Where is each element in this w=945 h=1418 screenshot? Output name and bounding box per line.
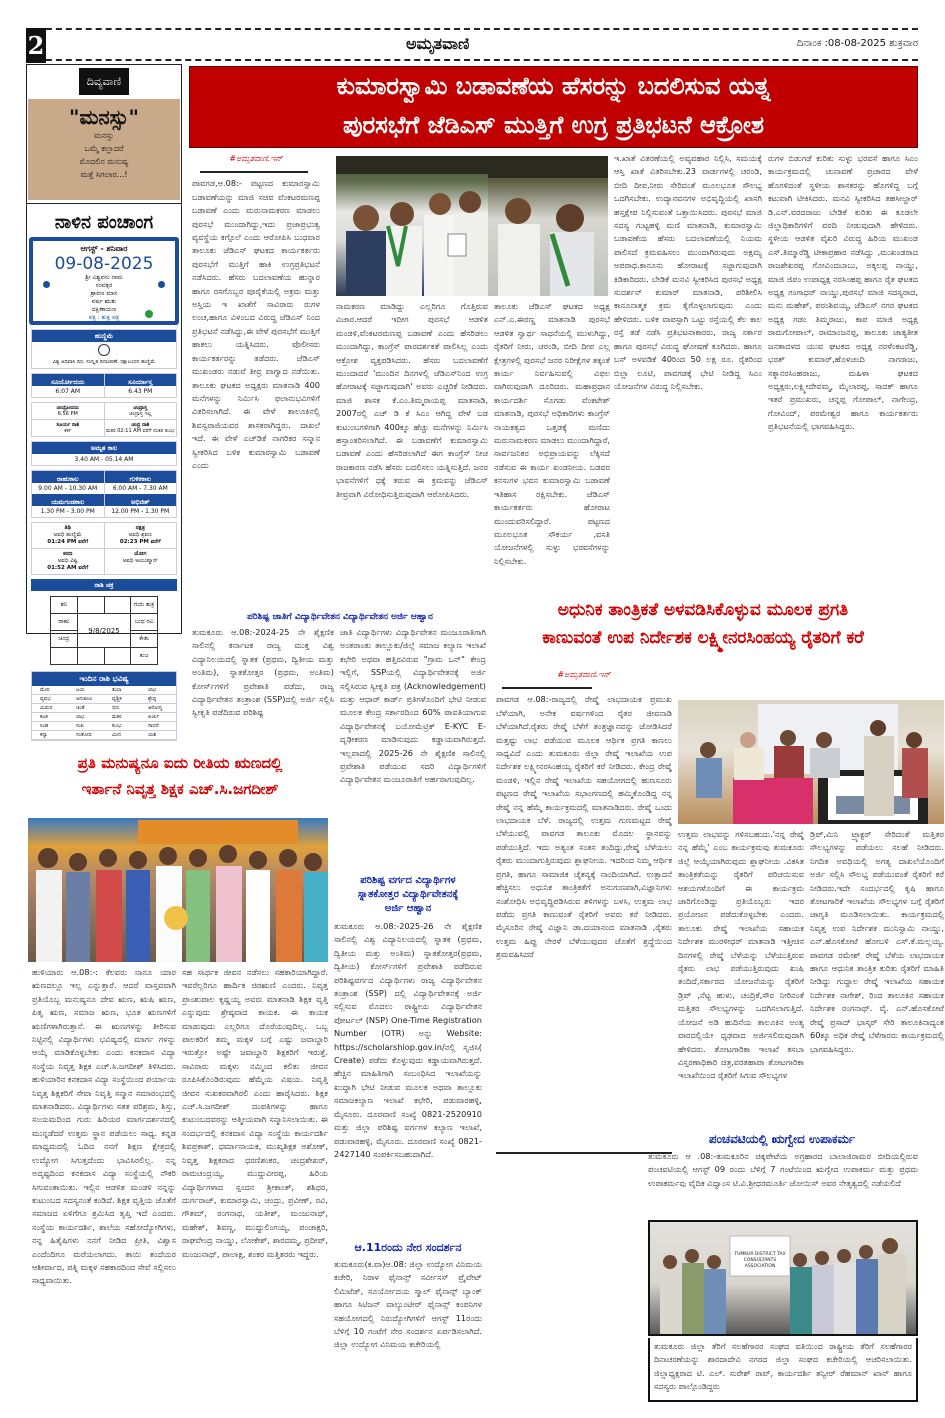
quote-line: ಮತ್ತೆ ಸಿಗಲಾರ...! bbox=[80, 170, 128, 179]
bhavishya-row bbox=[32, 731, 176, 740]
tax-consultants-photo bbox=[648, 1220, 918, 1336]
sunset-time: 6.43 PM bbox=[128, 388, 153, 395]
protest-photo-art bbox=[336, 156, 488, 296]
moon-times bbox=[31, 402, 177, 437]
rashi-cell: ಚಂದ್ರ bbox=[51, 631, 78, 648]
lead-col-3 bbox=[494, 300, 610, 566]
purnima-box bbox=[31, 329, 177, 369]
issue-date: ದಿನಾಂಕ :08-08-2025 ಶುಕ್ರವಾರ bbox=[796, 38, 918, 49]
lead-col-5 bbox=[768, 152, 918, 572]
quote-title: "ಮನಸ್ಸು" bbox=[69, 105, 139, 129]
page-number: 2 bbox=[26, 28, 46, 63]
calendar-line: ವರ್ಷ ಋತು bbox=[91, 298, 117, 305]
karana-label: ಕರಣ bbox=[63, 551, 73, 557]
protest-photo-2 bbox=[488, 156, 608, 296]
sun-times bbox=[31, 373, 177, 398]
karana-time: 01:52 AM ವರೆಗೆ bbox=[47, 565, 89, 571]
rashi-cell: ಕೇತು bbox=[131, 631, 158, 648]
rashi-cell: ಶನಿ bbox=[51, 597, 78, 614]
quote-line: ಒಮ್ಮೆ ಕಲ್ಲಾದರೆ bbox=[84, 144, 124, 153]
amrita-kala bbox=[31, 441, 177, 466]
yoga-value: ಅವಧಿ ಆಯುಷ್ಮಾನ್ bbox=[122, 558, 158, 564]
silk-col-2 bbox=[678, 828, 804, 1133]
rashi-name: ಮೀನ bbox=[112, 732, 122, 738]
rashi-chakra-header: ರಾಶಿ ಚಕ್ರ bbox=[31, 579, 177, 591]
moonrise-time: 6.56 PM bbox=[57, 411, 78, 417]
sun-rashi: ಕರ್ಕ bbox=[64, 428, 72, 434]
sc-scholarship-headline: ಪರಿಶಿಷ್ಟ ಜಾತಿಗೆ ವಿದ್ಯಾರ್ಥಿವೇತನ ವಿದ್ಯಾರ್ಥಿವೇತನ ಅರ್ಜಿ ಆಹ್ವಾನ bbox=[247, 612, 433, 622]
lead-col-4 bbox=[614, 152, 762, 572]
retirement-photo-art bbox=[28, 818, 328, 962]
bhavishya-row bbox=[32, 722, 176, 731]
calendar-line: ಪಕ್ಷ : ಶುಕ್ಲ ಪಕ್ಷ bbox=[88, 314, 120, 321]
jagadish-headline bbox=[32, 750, 328, 802]
rashi-cell: ಕುಜ bbox=[131, 648, 158, 665]
kala-table bbox=[31, 470, 177, 518]
masthead bbox=[26, 28, 918, 61]
tithi-table bbox=[31, 522, 177, 575]
upakarma-body bbox=[648, 1150, 918, 1206]
jagadish-col-1-text: ಹುಳಿಯಾರು ಆ.08:-: ಕೆಲವರು ನಾನೂ ಯಾರ ಋಣದಲ್ಲೂ ಇಲ್ಲ ಎನ್ನುತ್ತಾರೆ. ಆದರೆ ವಾಸ್ತವವಾಗಿ ಪ್ರತಿಯೊಬ್ಬ ಮನುಷ್ಯನೂ ದೇವ ಋಣ, ಋಷಿ ಋಣ, ಪಿತೃ ಋಣ, ಸಮಾಜ ಋಣ, ಭೂತ ಋಣಗಳಿಗೆ ಋಣಿಗಳಾಗಿರುತ್ತಾನೆ. ಈ ಋಣಗಳನ್ನು ತೀರಿಸುವ ನಿಟ್ಟಿನಲ್ಲಿ ವಿದ್ಯಾರ್ಥಿಗಳು ಭವಿಷ್ಯದಲ್ಲಿ ಮಾರ್ಗ ಗಳನ್ನು ಆಯ್ಕೆ ಮಾಡಿಕೊಳ್ಳಬೇಕು ಎಂದು ಕನಕದಾಸ ವಿದ್ಯಾ ಸಂಸ್ಥೆಯ ನಿವೃತ್ತ ಶಿಕ್ಷಕ ಎಚ್.ಸಿ.ಜಗದೀಶ್ ತಿಳಿಸಿದರು. ಹುಳಿಯಾರಿನ ಕನಕದಾಸ ವಿದ್ಯಾ ಸಂಸ್ಥೆಯಿಂದ ಪರ್ಯಾಯ ನಿವೃತ್ತ ಶಿಕ್ಷಕರಿಗೆ ಸೇವಾ ನಿವೃತ್ತಿ ಸನ್ಮಾನ ಸಮಾರಂಭದಲ್ಲಿ ಮಾತನಾಡಿದರು. ವಿದ್ಯಾರ್ಥಿಗಳು ಸತತ ಪರಿಶ್ರಮ, ಶಿಸ್ತು, ಸಂಯಮದಿಂದ ಗುರು ಹಿರಿಯರ ಮಾರ್ಗದರ್ಶನದಲ್ಲಿ ಮುನ್ನಡೆದರೆ ಉತ್ತಮ ಸ್ಥಾನ ಪಡೆಯಲು ಸಾಧ್ಯ. ಕನ್ನಡ ಮಾಧ್ಯಮದಲ್ಲಿ ಓದಿದ ನನಗೆ ಶಿಕ್ಷಣ ಕ್ಷೇತ್ರದಲ್ಲಿ ಉದ್ಯೋಗ ಸಿಗುತ್ತದೆಂದು ಭಾವಿಸಿರಲಿಲ್ಲ. ನನ್ನ ಅದೃಷ್ಟದಿಂದ ಕನಕದಾಸ ವಿದ್ಯಾ ಸಂಸ್ಥೆಯಲ್ಲಿ ನೌಕರಿ ಸಿಗುವಂತಾಯಿತು. ಇಲ್ಲಿನ ಆಡಳಿತ ಮಂಡಳಿ ನನ್ನನ್ನು ಕುಟುಂಬದ ಸದಸ್ಯನಂತೆ ಕಂಡಿದೆ. ಶಿಕ್ಷಕ ವೃತ್ತಿಯ ಜೊತೆಗೆ ಸಮಾಜದ ಏಳಿಗೆಗೂ ಶ್ರಮಿಸಿದ ತೃಪ್ತಿ ಇದೆ ಎಂದರು. ಸಂಸ್ಥೆಯ ಕಾರ್ಯದರ್ಶಿ, ಶಾಲೆಯ ಸಹೋದ್ಯೋಗಿಗಳು, ನನ್ನ ಹಿತೈಷಿಗಳು ನನಗೆ ನೀಡಿದ ಪ್ರೀತಿ, ವಿಶ್ವಾಸ ಎಂದೆಂದಿಗೂ ಮರೆಯಲಾಗದು. ತಾಯಿ ತಂದೆಯರ ಆಶೀರ್ವಾದ, ಪತ್ನಿ ಮಕ್ಕಳ ಸಹಕಾರದಿಂದ ಸೇವೆ ಸಲ್ಲಿಸಲು ಸಾಧ್ಯವಾಯಿತು. bbox=[32, 967, 176, 1286]
rashi-forecast: ಲಾಭ bbox=[148, 687, 157, 693]
tax-photo-art bbox=[650, 1222, 916, 1334]
sunset-label: ಸೂರ್ಯಾಸ್ತ bbox=[128, 378, 153, 386]
abhijit-time: 12.00 PM - 1.30 PM bbox=[111, 508, 170, 515]
silk-photo-art bbox=[678, 700, 944, 824]
rashi-name: ವೃಶ್ಚಿಕ bbox=[112, 696, 122, 702]
moonset-label: ಚಂದ್ರಾಸ್ತ bbox=[133, 405, 148, 411]
rashi-cell bbox=[77, 648, 104, 665]
amrita-kala-time: 3.40 AM - 05.14 AM bbox=[74, 456, 134, 463]
rashi-name: ಕಟಕ bbox=[40, 714, 48, 720]
job-fair-text: ತುಮಕೂರು(ಕ.ವಾ)ಆ.08: ಜಿಲ್ಲಾ ಉದ್ಯೋಗ ವಿನಿಮಯ ಕಚೇರಿ, ನಿರಾಳ ಫೈನಾನ್ಸ್ ಸರ್ವೀಸಸ್ ಪ್ರೈವೇಟ್ ಲಿಮಿಟೆಡ್, ಸೂರ್ಯೋದಯ ಸ್ಮಾಲ್ ಫೈನಾನ್ಸ್ ಬ್ಯಾಂಕ್ ಹಾಗೂ ಸಿಟಿಜನ್ ವಾಲ್ಯುಂಟೀರ್ ಫೈನಾನ್ಸ್ ಕಂಪನಿಗಳ ಸಹಯೋಗದಲ್ಲಿ ನಿರುದ್ಯೋಗಿಗಳಿಗೆ ಆಗಸ್ಟ್ 11ರಂದು ಬೆಳಿಗ್ಗೆ 10 ಗಂಟೆಗೆ ನೇರ ಸಂದರ್ಶನ ಏರ್ಪಡಿಸಲಾಗಿದೆ. ಜಿಲ್ಲಾ ಉದ್ಯೋಗ ವಿನಿಮಯ ಕಚೇರಿಯಲ್ಲಿ bbox=[334, 1259, 482, 1350]
sc-scholarship-col-1 bbox=[192, 626, 334, 746]
rashi-chakra bbox=[31, 579, 177, 665]
rahu-time: 9.00 AM - 10.30 AM bbox=[32, 483, 105, 494]
purnima-header: ಹುಣ್ಣಿಮೆ bbox=[32, 330, 176, 342]
sc-scholarship-text-1: ತುಮಕೂರು ಆ.08:-2024-25 ನೇ ಶೈಕ್ಷಣಿಕ ಸಾಲಿನಲ್ಲಿ ಕರ್ನಾಟಕ ರಾಜ್ಯ ಮುಕ್ತ ವಿಶ್ವ ವಿದ್ಯಾನಿಲಯದಲ್ಲಿ ಸ್ನಾತಕ (ಪ್ರಥಮ, ದ್ವಿತೀಯ ಮತ್ತು ಅಂತಿಮ), ಸ್ನಾತಕೋತ್ತರ (ಪ್ರಥಮ, ಅಂತಿಮ) ಕೋರ್ಸ್‌ಗಳಿಗೆ ಪ್ರವೇಶಾತಿ ಪಡೆದು, ರಾಜ್ಯ ವಿದ್ಯಾರ್ಥಿವೇತನ ತಂತ್ರಾಂಶ (SSP)ದಲ್ಲಿ ಅರ್ಜಿ ಸಲ್ಲಿಸಿ ಸ್ವೀಕೃತಿ ಪಡೆದಿರುವ ಪರಿಶಿಷ್ಟ bbox=[192, 627, 334, 718]
rashi-name: ಸಿಂಹ bbox=[40, 723, 49, 729]
retirement-photo bbox=[28, 818, 328, 962]
karana-value: ಅವಧಿ ವಿಷ್ಟಿ bbox=[57, 558, 78, 564]
silk-headline-line1: ಅಧುನಿಕ ತಾಂತ್ರಿಕತೆ ಅಳವಡಿಸಿಕೊಳ್ಳುವ ಮೂಲಕ ಪ್ರಗತಿ bbox=[557, 600, 849, 620]
silk-col-2-text: ಉತ್ತಮ ಲಾಭವನ್ನು ಗಳಿಸಬಹುದು.'ನನ್ನ ರೇಷ್ಮೆ ನನ್ನ ಹೆಮ್ಮೆ' ಎಂಬ ಕಾರ್ಯಕ್ರಮವು ತುಮಕೂರು ಜಿಲ್ಲೆ ಆಯ್ಕೆಯಾಗಿರುವುದು ಶ್ಲಾಘನೀಯ .ವಿಕಸಿತ ತಾಂತ್ರಿಕತೆಯನ್ನು ರೈತರಿಗೆ ಪರಿಚಯಿಸುವ ಆಶಯಗಳೊಂದಿಗೆ ಈ ಕಾರ್ಯಕ್ರಮ ಜಾರಿಗೊಂಡಿದ್ದು ಪ್ರತಿಯೊಬ್ಬರು ಇದರ ಪ್ರಯೋಜನ ಪಡೆದುಕೊಳ್ಳಬೇಕು ಎಂದರು. ತಾಲೂಕು ರೇಷ್ಮೆ ಇಲಾಖೆಯ ಸಹಾಯಕ ನಿರ್ದೇಶಕ ಮುರಳೀಧರ್ ಮಾತನಾಡಿ ಇತ್ತೀಚಿನ ದಿನಗಳಲ್ಲಿ ರೇಷ್ಮೆ ಬೆಳೆಯನ್ನು ಬೆಳೆಯುತ್ತಿರುವ ರೈತರು ಲಾಭ ಪಡೆಯುತ್ತಿರುವುದು ಖುಷಿ ತಂದಿದೆ,ಸರ್ಕಾರದ ಯೋಜನೆಯನ್ನು ರೈತರಿಗೆ ಡ್ರಿಪ್ ,ನೆಟ್ಟ ಹುಳು, ಚಂದ್ರಿಕೆ,ಸೌರ ನೀರಿನಂತೆ ಮತ್ತಿತರ ಸೌಲಭ್ಯಗಳನ್ನು ಒದಗಿಸಲಾಗುತ್ತಿದೆ. ಯೋಜನೆ ಅಡಿ ಹುದಿನೆಯ ತಾಲೂಕಿನ ಅಂತ್ಯ ವಾರದಲ್ಲಿಯೇ ಧೃಢವಾದ ಅರ್ಜಿಸಲಿರುವುದಾಗಿ ಹೇಳಿದರು. ತೋಟಗಾರಿಕಾ ಇಲಾಖೆ ಕಸಬಾ ವಿಸ್ತರಣಾಧಿಕಾರಿ ಚಿತ್ರ,ವರತಹಾಪಾ ತೋಟಗಾರಿಕಾ ಇಲಾಖೆಯಿಂದ ರೈತರಿಗೆ ಸಿಗುವ ಸೌಲಭ್ಯಗಳ bbox=[678, 829, 804, 1081]
rashi-name: ಕನ್ಯಾ bbox=[40, 732, 48, 738]
lead-headline-line1: ಕುಮಾರಸ್ವಾಮಿ ಬಡಾವಣೆಯ ಹೆಸರನ್ನು ಬದಲಿಸುವ ಯತ್ನ bbox=[336, 72, 771, 100]
rashi-cell bbox=[51, 648, 78, 665]
yama-label: ಯಮಗಂಡಕಾಲ bbox=[32, 494, 105, 506]
lead-col-3-text: ತಾಲೂಕು ಜೆಡಿಎಸ್ ಘಟಕದ ಅಧ್ಯಕ್ಷ ಎನ್.ಎ.ಈರಣ್ಣ ಮಾತನಾಡಿ ಪುರಸಭೆ ಆಡಳಿತ ಸ್ವಾರ್ಥ ಸಾಧನೆಯಲ್ಲಿ ಮುಳುಗಿದ್ದು, ರೈತರಿಗೆ ನೀರು, ಚರಂಡಿ, ಬೀದಿ ದೀಪ ಎಲ್ಲ ಕ್ಷೇತ್ರಗಳಲ್ಲಿ ಪುರಸಭೆ ಜನರ ನಿರೀಕ್ಷೆಗಳ ತಕ್ಕಂತೆ ಕಾರ್ಯ ನಿರ್ವಹಿಸುವಲ್ಲಿ ವಿಫಲ ವಾಗಿರುವುದಾಗಿ ದೂರಿದರು. ಮಹಾಪ್ರಧಾನ ಕಾರ್ಯದರ್ಶಿ ಸೊಗಡು ವೆಂಕಟೇಶ್ ಮಾತನಾಡಿ, ಪುರಸಭೆ ಅಧಿಕಾರಿಗಳು ಕಾಂಗ್ರೆಸ್ ನಾಯಕತ್ವದ ಒತ್ತಡಕ್ಕೆ ಮಣಿದು ಮರುನಾಮಕರಣ ಮಾಡಲು ಮುಂದಾಗಿದ್ದಾರೆ, ಸಾರ್ವಜನಿಕರ ಅಭಿಪ್ರಾಯವನ್ನು ಲೆಕ್ಕಿಸದೆ ನಡೆಸುವ ಈ ಕಾರ್ಯ ಖಂಡನೀಯ. ಬಡವರ ಕನಸುಗಳ ಭವನ ಕುಮಾರಸ್ವಾಮಿ ಬಡಾವಣೆ ಇತಿಹಾಸ ರಕ್ಷಿಸಬೇಕು. ಜೆಡಿಎಸ್ ಕಾರ್ಯಕರ್ತರು ಹೋರಾಟ ಮುಂದುವರಿಸಲಿದ್ದಾರೆ. ಪಟ್ಟಣದ ಮೂಲಭೂತ ಸೌಕರ್ಯ ,ವಸತಿ ಯೋಜನೆಗಳಲ್ಲಿ ಸುಳ್ಳು ಭರವಸೆಗಳನ್ನು ನಿಲ್ಲಿಸಬೇಕು. bbox=[494, 301, 610, 566]
moonset-value: ಚಂದ್ರಾಸ್ತ ಇಲ್ಲ bbox=[128, 411, 152, 417]
nakshatra-label: ನಕ್ಷತ್ರ bbox=[135, 525, 145, 531]
moon-rashi: ಮಕರ 02:11 AM ವರೆಗೆ ನಂತರ ಕುಂಭ bbox=[106, 428, 175, 434]
rashi-name: ವೃಷಭ bbox=[40, 696, 51, 702]
rashi-forecast: ಸಂತೋಷ bbox=[76, 732, 92, 738]
full-moon-icon bbox=[98, 344, 110, 356]
pg-scholarship-headline bbox=[332, 874, 484, 916]
gulika-time: 6.00 AM - 7.30 AM bbox=[112, 485, 168, 492]
bhavishya-row bbox=[32, 686, 176, 695]
yama-time: 1.30 PM - 3.00 PM bbox=[32, 506, 105, 517]
rashi-grid bbox=[50, 596, 158, 665]
sunrise-label: ಸೂರ್ಯೋದಯ bbox=[32, 374, 105, 386]
calendar-month: ಆಗಸ್ಟ್ - ಶನಿವಾರ bbox=[80, 244, 128, 253]
rashi-name: ಮೇಷ bbox=[40, 687, 50, 693]
rashi-cell: ಗುರು ಶುಕ್ರ bbox=[131, 597, 158, 614]
bhavishya-list bbox=[32, 686, 176, 740]
rashi-center-date: 9/8/2025 bbox=[77, 614, 131, 648]
purnima-note: ವಿಶ್ವ ಆದಿವಾಸಿ ದಿನ, ಸಂಸ್ಕೃತ ದಿನಾಚರಣೆ, ರಕ್ಷಾಬಂಧನ ಹುಣ್ಣಿಮೆ bbox=[52, 359, 156, 365]
tag-rule bbox=[200, 171, 308, 173]
tag-rule bbox=[502, 687, 592, 689]
upakarma-headline: ಪಂಚವಟಿಯಲ್ಲಿ ಋಗ್ವೇದ ಉಪಾಕರ್ಮ bbox=[708, 1132, 856, 1146]
sidebar-panchanga bbox=[26, 64, 182, 738]
job-fair-body bbox=[334, 1258, 482, 1408]
rashi-cell bbox=[104, 648, 131, 665]
column-rule bbox=[496, 1152, 672, 1154]
newspaper-page bbox=[26, 28, 944, 1413]
calendar-card bbox=[29, 237, 179, 325]
sun-rashi-label: ಸೂರ್ಯ ರಾಶಿ bbox=[56, 422, 80, 428]
silk-col-1-text: ಪಾವಗಡ ಆ.08:-ರಾಜ್ಯದಲ್ಲಿ ರೇಷ್ಮೆ ಲಾಭದಾಯಕ ಪ್ರಮುಖ ಬೆಳೆಯಾಗಿ, ಅನೇಕ ವರ್ಷಗಳಿಂದ ರೈತರ ಜೀವನಾಡಿ ಬೆಳೆಯಾಗಿದೆ.ರೈತರು ರೇಷ್ಮೆ ಬೆಳೆಗೆ ತಂತ್ರಜ್ಞಾನವನ್ನು ಜೋಡಿಸಿದರೆ ಮತ್ತಷ್ಟು ಲಾಭ ಪಡೆಯುವ ಮೂಲಕ ಆರ್ಥಿಕ ಪ್ರಗತಿ ಕಾಣಲು ಸಾಧ್ಯವಿದೆ ಎಂದು ತುಮಕೂರು ಜಿಲ್ಲಾ ರೇಷ್ಮೆ ಇಲಾಖೆಯ ಉಪ ನಿರ್ದೇಶಕ ಲಕ್ಷ್ಮೀನರಸಿಂಹಯ್ಯ ರೈತರಿಗೆ ಕರೆ ನೀಡಿದರು. ಕೇಂದ್ರ ರೇಷ್ಮೆ ಮಂಡಳಿ, ಇಲ್ಲಿನ ರೇಷ್ಮೆ ಇಲಾಖೆಯ ಸಹಯೋಗದಲ್ಲಿ ಹುಣಸೂರು ಪಟ್ಟಣದ ರೇಷ್ಮೆ ಇಲಾಖೆಯ ಸಭಾಂಗಣದಲ್ಲಿ ಹಮ್ಮಿಕೊಂಡಿದ್ದ ನನ್ನ ರೇಷ್ಮೆ ನನ್ನ ಹೆಮ್ಮೆ ಕಾರ್ಯಕ್ರಮದಲ್ಲಿ ಮಾತನಾಡಿದರು. ರೇಷ್ಮೆ ಒಂದು ಲಾಭದಾಯಕ ಬೆಳೆ. ರಾಜ್ಯದಲ್ಲಿ ಉತ್ತಮ ಗುಣಮಟ್ಟದ ರೇಷ್ಮೆ ಬೆಳೆಯುವಲ್ಲಿ ಪಾವಗಡ ತಾಲೂಕು ಮೊದಲ ಸ್ಥಾನವನ್ನು ಪಡೆಯುತ್ತಿದೆ. ಇದು ಅತ್ಯಂತ ಸಂತಸ ತಂದಿದ್ದು,ರೇಷ್ಮೆ ಬೆಳೆಯಲು ರೈತರು ಮುಂದಾಗುತ್ತಿರುವುದು ಶ್ಲಾಘನೀಯ. ಇದರಿಂದ ನಿಮ್ಮ ಆರ್ಥಿಕ ಪ್ರಗತಿ, ಹಾಗೂ ಸಾಮಾಜಿಕ ಚೈತನ್ಯಕ್ಕೆ ನಾಂದಿಯಾಗಿದೆ. ಉತ್ಪಾದನೆ ಹೆಚ್ಚಿಸಲು ಅಧುನಿಕ ತಾಂತ್ರಿಕತೆಗೆ ಅನುಗುಣವಾಗಿ,ವಿಜ್ಞಾನಿಗಳು ಸಂಶೋಧಿಸಿ ಅಭಿವೃದ್ಧಿಪಡಿಸಿರುವ ತಳಿಗಳನ್ನು ಬಳಸಿ, ಉತ್ತಮ ಲಾಭ ಪಡೆದು ಪ್ರಗತಿ ಕಾಣುವಂತೆ ರೈತರಿಗೆ ಅವರು ಕರೆ ನೀಡಿದರು. ಮೈಸೂರಿನ ರೇಷ್ಮೆ ವಿಜ್ಞಾನಿ ಡಾ.ದಯಾನಂದ ಮಾತನಾಡಿ ,ರೈತರು ಉತ್ತಮ ಹಿಪ್ಪು ನೇರಳೆ ಬೆಳೆಯುವುದರ ಜೊತೆಗೆ ಶ್ರದ್ಧೆಯಿಂದ ಶ್ರಮವಹಿಸಿದರೆ bbox=[496, 694, 672, 960]
jagadish-col-2 bbox=[182, 966, 328, 1406]
rashi-cell bbox=[104, 597, 131, 614]
rashi-name: ತುಲಾ bbox=[112, 687, 122, 693]
pg-headline-line2: ಸ್ನಾತಕೋತ್ತರ ವಿದ್ಯಾರ್ಥಿವೇತನಕ್ಕೆ bbox=[357, 889, 459, 900]
pg-scholarship-text: ತುಮಕೂರು ಆ.08:-2025-26 ನೇ ಶೈಕ್ಷಣಿಕ ಸಾಲಿನಲ್ಲಿ ವಿಶ್ವ ವಿದ್ಯಾನಿಲಯದಲ್ಲಿ ಸ್ನಾತಕ (ಪ್ರಥಮ, ದ್ವಿತೀಯ ಮತ್ತು ಅಂತಿಮ) ಸ್ನಾತಕೋತ್ತರ(ಪ್ರಥಮ, ದ್ವಿತೀಯ) ಕೋರ್ಸ್‌ಗಳಿಗೆ ಪ್ರವೇಶಾತಿ ಪಡೆದಿರುವ ಪರಿಶಿಷ್ಟವರ್ಗದ ವಿದ್ಯಾರ್ಥಿಗಳು ರಾಜ್ಯ ವಿದ್ಯಾರ್ಥಿವೇತನ ತಂತ್ರಾಂಶ (SSP) ದಲ್ಲಿ ವಿದ್ಯಾರ್ಥಿವೇತನಕ್ಕೆ ಅರ್ಜಿ ಸಲ್ಲಿಸುವ ಮೊದಲು ರಾಷ್ಟ್ರೀಯ ವಿದ್ಯಾರ್ಥಿವೇತನ ಪೋರ್ಟಲ್ (NSP) One-Time Registration Number (OTR) ಅನ್ನು Website: https://scholarshiop.gov.in/ನಲ್ಲಿ ಸೃಜಿಸಿ( Create) ಪಡೆದು ಕೊಳ್ಳುವುದು ಕಡ್ಡಾಯವಾಗಿರುತ್ತದೆ. ಹೆಚ್ಚಿನ ಮಾಹಿತಿಗಾಗಿ ಸಂಬಂಧಿಸಿದ ಇಲಾಖೆಯನ್ನು ಖುದ್ದಾಗಿ ಭೇಟಿ ನೀಡುವ ಮೂಲಕ ಅಥವಾ ತಾಲ್ಲೂಕು ಸಮಾಜಕಲ್ಯಾಣ ಇಲಾಖೆ ಕಛೇರಿ, ಪಡುವಾರಹಳ್ಳಿ, ಮೈಸೂರು. ದೂರವಾಣಿ ಸಂಖ್ಯೆ 0821-2520910 ಮತ್ತು ಜಿಲ್ಲಾ ಪರಿಶಿಷ್ಟ ವರ್ಗಗಳ ಕಲ್ಯಾಣ ಇಲಾಖೆ, ಪಡುವಾರಹಳ್ಳಿ, ಮೈಸೂರು. ದೂರವಾಣಿ ಸಂಖ್ಯೆ 0821-2427140 ಸಂಪರ್ಕಿಸಬಹುದಾಗಿದೆ. bbox=[334, 921, 482, 1159]
whatsapp-icon[interactable] bbox=[145, 310, 153, 318]
rashi-forecast: ಖರ್ಚು bbox=[148, 714, 160, 720]
tax-banner-text: TUMKUR DISTRICT TAX CONSULTANTS ASSOCIATION bbox=[734, 1252, 786, 1269]
lead-col-5-text: ರುಗಳ ಬಿಡುಗಡೆ ಕುರಿತು ಸುಳ್ಳು ಭರವಸೆ ಹಾಗೂ ಸಿಎಂ ಕಾರ್ಯಕ್ರಮದಲ್ಲಿ ಚುನಾವಣೆ ಪ್ರಚಾರದ ವೇಳೆ ಹೊಗಳಿದಂತೆ ಸ್ಥಳೀಯ ಶಾಸಕರನ್ನು ಹೊಗಳಿದ್ದ ಬಗ್ಗೆ ಕಟುವಾಗಿ ಟೀಕಿಸಿದರು. ಮನವಿ ಸ್ವೀಕರಿಸಿದ ತಹಸೀಲ್ದಾರ್ ಡಿ.ಎನ್.ವರದರಾಜು ಬೇಡಿಕೆ ಕುರಿತು ಈ ಕೂಡಲೇ ಜಿಲ್ಲಾಧಿಕಾರಿಗಳಿಗೆ ವರದಿ ನೀಡುವುದಾಗಿ ಹೇಳಿದರು. ಸ್ಥಳೀಯ ಆಡಳಿತ ವೈಖರಿ ವಿರುದ್ಧ ಹಿರಿಯ ಮುಖಂಡ ಎಸ್.ತಿಮ್ಮಾರೆಡ್ಡಿ ಟೀಕಾಪ್ರಹಾರ ನಡೆಸಿದ್ದು ,ಮುಖಂಡರಾದ ರಾಜಶೇಖರಪ್ಪ ಗೋವಿಂದಬಾಬು, ಅಕ್ಕಲಪ್ಪ ನಾಯ್ಡು, ಮಾಜಿ ಜಿಪಂ ಉಪಾಧ್ಯಕ್ಷ ನರಸಿಂಹಪ್ಪ ಹಾಗೂ ರೈತ ಘಟಕದ ಅಧ್ಯಕ್ಷ ಗಂಗಾಧರ್ ನಾಯ್ಡು,ಪುರಸಭೆ ಮಾಜಿ ಸದಸ್ಯರಾದ, ಮನು ಮಹೇಶ್, ಪರಂಶಿವಯ್ಯ, ಜೆಡಿಎಸ್ ನಗರ ಘಟಕದ ಅಧ್ಯಕ್ಷ ಗಡಂ ತಿಮ್ಮರಾಜು, ಕಾಪ ಮಾಜಿ ಅಧ್ಯಕ್ಷ ರಾಮಗೋಪಾಲ್, ರಾಮಾಂಜನಪ್ಪ, ತಾಲೂಕು ಜಾತ್ಯತೀತ ಜನತಾದಳದ ಯುವ ಘಟಕದ ಅಧ್ಯಕ್ಷ ನರಳೆಂಕಟರೆಡ್ಡಿ, ಭರತ್ ಕುಮಾರ್,ಹೊಳಚಂದಿ ನಾಗರಾಜು, ಸಕ್ಕಾನರಸಿಂಹರಾಜು, ಮಹಿಳಾ ಘಟಕದ ಅಧ್ಯಕ್ಷರು,ಲಕ್ಷ್ಮೀದೇವಮ್ಮ, ಮೈಲಾರಪ್ಪ, ಸಾದಕ್ ಹಾಗೂ ಇತರೆ ಪ್ರಮುಖರು, ಚನ್ನಪ್ಪ ಗೋಪಾಲ್, ನಾಗೇಂದ್ರ, ಗೋವಿಂದ್, ಪರಮೇಶ್ವರ ಹಾಗೂ ಕಾರ್ಯಕರ್ತರು ಪ್ರತಿಭಟನೆಯಲ್ಲಿ ಭಾಗವಹಿಸಿದ್ದರು. bbox=[768, 153, 918, 432]
prev-arrow-icon[interactable] bbox=[43, 281, 50, 288]
calendar-line: ಶ್ರಾವಣ ಮಾಸ bbox=[90, 290, 118, 297]
nakshatra-value: ಅವಧಿ ಶ್ರವಣ bbox=[128, 532, 152, 538]
calendar-line: ದಕ್ಷಿಣಾಯಣ bbox=[91, 306, 117, 313]
rashi-forecast: ಯಶ bbox=[148, 732, 157, 738]
calendar-date: 09-08-2025 bbox=[54, 254, 154, 274]
yoga-label: ಯೋಗ bbox=[134, 551, 147, 557]
tax-caption bbox=[648, 1338, 918, 1402]
panchanga-title: ನಾಳಿನ ಪಂಚಾಂಗ bbox=[54, 212, 154, 233]
rashi-name: ಕುಂಭ bbox=[112, 723, 122, 729]
rashi-forecast: ಚಿಂತೆ bbox=[76, 705, 85, 711]
rashi-forecast: ಲಾಭ bbox=[76, 714, 85, 720]
jagadish-col-2-text: ಸಹ ಸಾರ್ಥಕ ಜೀವನ ನಡೆಸಲು ಸಹಕಾರಿಯಾಗಿದ್ದಾರೆ. ಇವರೆಲ್ಲರಿಗೂ ಹಾರ್ದಿಕ ಚಿರಋಣಿ ಎಂದರು. ನಿವೃತ್ತ ಪ್ರಾಂಶುಪಾಲ ಕೃಷ್ಣಯ್ಯ ಅವರು ಮಾತನಾಡಿ ಶಿಕ್ಷಕ ವೃತ್ತಿ ಎನ್ನುವುದು ಶ್ರೇಷ್ಠವಾದ ಕಾಯಕ. ಈ ಕಾಯಕ ಮಾಡುವುದು ಎಲ್ಲರಿಗೂ ದೊರೆಯುವುದಿಲ್ಲ. ಒಬ್ಬ ಪಾಲಕರಿಗೆ ತಮ್ಮ ಮಕ್ಕಳ ಬಗ್ಗೆ ಎಷ್ಟು ಜವಾಬ್ದಾರಿ ಇರುತ್ತೋ ಅಷ್ಟೇ ಜವಾಬ್ದಾರಿ ಶಿಕ್ಷಕರಿಗೆ ಇರುತ್ತೆ. ಸಾವಿರಾರು ಮಕ್ಕಳು ನಮ್ಮಿಂದ ಕಲಿತು ಜೀವನ ರೂಪಿಸಿಕೊಂಡಿರುವುದು ಹೆಮ್ಮೆಯ ವಿಷಯ. ನಿವೃತ್ತಿ ಜೀವನ ಸುಖಕರವಾಗಿರಲಿ ಎಂದು ಹಾರೈಸಿದರು. ಶಿಕ್ಷಕ ಎಚ್.ಸಿ.ಜಗದೀಶ್ ದಂಪತಿಗಳನ್ನು ಹಾಗೂ ಕುಟುಂಬದವರನ್ನು ಆತ್ಮೀಯವಾಗಿ ಸನ್ಮಾನಿಸಲಾಯಿತು. ಈ ಸಂದರ್ಭದಲ್ಲಿ ಕನಕದಾಸ ವಿದ್ಯಾ ಸಂಸ್ಥೆಯ ಕಾರ್ಯದರ್ಶಿ ಶಿವಪ್ರಕಾಶ್, ಧರ್ಮಾನಾಯಕ, ಮುಖ್ಯಶಿಕ್ಷಕ ಅಶೋಕ್, ನಿವೃತ್ತ ಶಿಕ್ಷಕರಾದ ಧರಣಿಶಂಕರ, ಚಂದ್ರಶೇಖರ್, ರಾಮಚಂದ್ರಯ್ಯ, ಮುದ್ದುವೀರಪ್ಪ, ಹಿರಿಯ ವಿದ್ಯಾರ್ಥಿಗಳಾದ ಸ್ಪಂದನ ಶ್ರೀಕಾಂತ್, ಶಶಿಧರ, ದುರ್ಗರಾಜ್, ಕುಮಾರಸ್ವಾಮಿ, ಚಂದ್ರು, ಪ್ರವೀಣ್, ರವಿ, ಗೌತಮ್, ರಂಗನಾಥ, ಯತೀಶ್, ಮಂಜುನಾಥ್, ಮಹೇಶ್, ಶಿವಣ್ಣ, ಮುದ್ದುಲಿಂಗಯ್ಯ, ಪಂಚಾಕ್ಷರಿ, ರಾಘವೇಂದ್ರ ನಾಯ್ಡು, ಲೋಕೇಶ್, ಶಾರದಮ್ಮ, ಪ್ರದೀಪ್, ಮಂಜುನಾಥ್, ಪಾಲಾಕ್ಷ, ಶಂಕರ ಮತ್ತಿತರರು ಇದ್ದರು. bbox=[182, 967, 328, 1259]
silk-headline-line2: ಕಾಣುವಂತೆ ಉಪ ನಿರ್ದೇಶಕ ಲಕ್ಷ್ಮೀನರಸಿಂಹಯ್ಯ ರೈತರಿಗೆ ಕರೆ bbox=[542, 628, 864, 648]
tithi-time: 01:24 PM ವರೆಗೆ bbox=[47, 539, 89, 545]
rahu-label: ರಾಹುಕಾಲ bbox=[32, 471, 105, 483]
protest-photo-2-art bbox=[488, 156, 608, 296]
silk-tag: #ಅಮೃತವಾಣಿ.ಇನ್ bbox=[557, 670, 611, 679]
sc-scholarship-col-2 bbox=[340, 626, 486, 861]
lead-col-1 bbox=[192, 152, 320, 566]
lead-headline-line2: ಪುರಸಭೆಗೆ ಜೆಡಿಎಸ್ ಮುತ್ತಿಗೆ ಉಗ್ರ ಪ್ರತಿಭಟನೆ ಆಕ್ರೋಶ bbox=[342, 111, 765, 139]
silk-col-3-text: ಡ್ರಿಪ್,ಮಿನಿ ಟ್ರ್ಯಾಕ್ಟರ್ ಸೇರಿದಂತೆ ಮತ್ತಿತರ ಸೌಲಭ್ಯಗಳನ್ನು ಪಡೆಯಲು ಸಲಹೆ ನೀಡಿದರು. ನಿಗದಿತ ಅವಧಿಯಲ್ಲಿ ಅಗತ್ಯ ದಾಖಲೆಯೊಂದಿಗೆ ಅರ್ಜಿ ಸಲ್ಲಿಸಿ ಸೌಲಭ್ಯ ಪಡೆಯುವಂತೆ ರೈತರಿಗೆ ಕರೆ ನೀಡಿದರು.ಇದೇ ಸಂದರ್ಭದಲ್ಲಿ ಕೃಷಿ ಹಾಗೂ ತೋಟಗಾರಿಕೆ ಇಲಾಖೆಯ ಸೌಲಭ್ಯಗಳ ಬಗ್ಗೆ ರೈತರಿಗೆ ಜಾಗೃತಿ ಮೂಡಿಸಲಾಯಿತು. ಕಾರ್ಯಕ್ರಮದಲ್ಲಿ ನಿವೃತ್ತ ಉಪ ನಿರ್ದೇಶಕ ಮುನಿಸ್ವಾಮಿ ನಾಯ್ಡು, ಎನ್.ಹೊಸಕೋಟೆ ಹೋಬಳಿ ಎಸ್.ಕೆ.ಮಲ್ಲಯ್ಯ. ಪಾವಗಡ ರಮೇಶ್ ರೇಷ್ಮೆ ಬೆಳೆಯ ಲಾಭದಾಯಕ ಹಾಗೂ ಆಧುನಿಕ ತಾಂತ್ರಿಕ ಕುರಿತು ರೈತರಿಗೆ ಮಾಹಿತಿ ನೀಡಿದ್ದು ಗುದ್ದಾಲ ರೇಷ್ಮೆ ಇಲಾಖೆಯ ಸಹಾಯಕ ನಿರ್ದೇಶಕ ನಾಗೇಶ್, ರಿಂದ ತಾಲೂಕಿನ ಸಹಾಯಕ ನಿರ್ದೇಶಕ ರಂಗನಾಥ್. ವೈ. ಎನ್.ಹೊಸಕೋಟೆ ರೇಷ್ಮೆ ಪ್ರಸಾದ್ ಭಾಸ್ಕರ್ ಸೇರಿ ತಾಲೂಕಿನಾದ್ಯಂತ 60ಕ್ಕೂ ಅಧಿಕ ರೇಷ್ಮೆ ಬೆಳೆಗಾರರು ಕಾರ್ಯಕ್ರಮದಲ್ಲಿ ಭಾಗವಹಿಸಿದ್ದರು. bbox=[810, 829, 944, 1054]
upakarma-text: ತುಮಕೂರು ಆ .08:-ತುಮಕೂರಿನ ಚಿಕ್ಕಪೇಟೆಯ ಅಗ್ರಹಾರದ ಬಾಲಾಜಿರಾಮರ ಬೀದಿಯಲ್ಲಿರುವ ಪಂಚವಟಿಯಲ್ಲಿ ಆಗಸ್ಟ್ 09 ರಂದು ಬೆಳಿಗ್ಗೆ 7 ಗಂಟೆಯಿಂದ ಋಗ್ವೇದ ಉಪಾಕರ್ಮ ಮತ್ತು ಪ್ರಥಮ ಉಪಾಕರ್ಮವು ವೈದಿಕ ವಿದ್ವಾಂಸ ಟಿ.ವಿ.ಶ್ರೀಧರಮೂರ್ತಿ ಜೋಯಿಸ್ ಅವರ ನೇತೃತ್ವದಲ್ಲಿ ನಡೆಯಲಿದೆ bbox=[648, 1151, 918, 1188]
silk-col-1 bbox=[496, 668, 672, 1114]
lead-col-2 bbox=[336, 300, 488, 566]
lead-tag: #ಅಮೃತವಾಣಿ.ಇನ್ bbox=[229, 154, 283, 163]
gulika-label: ಗುಳಿಕಕಾಲ bbox=[129, 475, 151, 483]
rashi-forecast: ಅನುಕೂಲ bbox=[76, 696, 93, 702]
rashi-name: ಧನು bbox=[112, 705, 120, 711]
rashi-cell: ರಾಹು bbox=[51, 614, 78, 631]
silk-col-3 bbox=[810, 828, 944, 1133]
nakshatra-time: 02:23 PM ವರೆಗೆ bbox=[119, 539, 161, 545]
quote-line: ಮೊದಲಿನ ಮನುಷ್ಯ bbox=[79, 157, 129, 166]
rashi-forecast: ಸುಖ bbox=[76, 723, 84, 729]
abhijit-label: ಅಭಿಜಿತ್ bbox=[130, 498, 150, 506]
lead-col-1-text: ಪಾವಗಡ,ಆ.08:- ಪಟ್ಟಣದ ಕುಮಾರಸ್ವಾಮಿ ಬಡಾವಣೆಯನ್ನು ಮಾಜಿ ಸಚಿವ ವೆಂಕಟರಮಣಪ್ಪ ಬಡಾವಣೆ ಎಂದು ಮರುನಾಮಕರಣ ಮಾಡಲು ಪುರಸಭೆ ಮುಂದಾಗಿದ್ದು,ಇದು ಪ್ರಜಾಪ್ರಭುತ್ವ ವ್ಯವಸ್ಥೆಯ ಕಗ್ಗೊಲೆ ಎಂದು ಆರೋಪಿಸಿ ಬುಧವಾರ ತಾಲೂಕು ಜೆಡಿಎಸ್ ಘಟಕದ ಕಾರ್ಯಕರ್ತರು ಪುರಸಭೆಗೆ ಮುತ್ತಿಗೆ ಹಾಕಿ ಉಗ್ರಪ್ರತಿಭಟನೆ ನಡೆಸಿದರು. ಹೆಸರು ಬದಲಾವಣೆಯ ಹುನ್ನಾರ ಹಾಗೂ ರಸಗೊಬ್ಬರ ಪೂರೈಕೆಯಲ್ಲಿ ಅಕ್ರಮ ಮತ್ತು ಅಸ್ತಿಯ ಇ ಖಾತೆಗೆ ಸಾವಿರಾರು ರುಗಳ ಲಂಚ,ಹಾಗೂ ವಿಳಂಬದ ವಿರುದ್ಧ ಜೆಡಿಎಸ್ ನಿಂದ ಪ್ರತಿಭಟನೆ ನಡೆಸಿದ್ದು,ಈ ವೇಳೆ ಪುರಸಭೆಗೆ ಮುತ್ತಿಗೆ ಹಾಕಲು ಯತ್ನಿಸಿದರು. ಪೊಲೀಸರು ಕಾರ್ಯಕರ್ತರನ್ನು ತಡೆದರು. ಜೆಡಿಎಸ್ ಮುಖಂಡರು ನಡುವೆ ತೀವ್ರ ವಾಗ್ವಾದ ನಡೆಯಿತು. ತಾಲೂಕು ಘಟಕದ ಅಧ್ಯಕ್ಷರು ಮಾತನಾಡಿ 400 ಮನೆಗಳನ್ನು ನಿರ್ಮಿಸಿ ಫಲಾನುಭವಿಗಳಿಗೆ ವಿತರಿಸಲಾಗಿದೆ. ಈ ವೇಳೆ ತಾಲೂಕಿನಲ್ಲಿ ಶಿವಸ್ವರಾಜಿಯವರ ಶಾಸಕರಾಗಿದ್ದರು. ದಾಖಲೆ ಇದೆ. ಈ ವೇಳೆ ಎಚ್‌ಡಿಕೆ ನಾಗರಿಕರ ಸನ್ಮಾನ ಸ್ವೀಕರಿಸಿದ ಬಳಿಕ ಕುಮಾರಸ್ವಾಮಿ ಬಡಾವಣೆ ಎಂದು bbox=[192, 178, 320, 470]
rashi-cell: ಬುಧ ರವಿ bbox=[131, 614, 158, 631]
rashi-bhavishya bbox=[31, 671, 177, 741]
divyavani-tag: ದಿವ್ಯವಾಣಿ bbox=[79, 68, 129, 95]
silk-event-photo bbox=[678, 700, 944, 824]
silk-headline bbox=[488, 596, 918, 652]
lead-col-2-text: ನಾಮಕರಣ ಮಾಡಿದ್ದು ಎಲ್ಲರಿಗೂ ಗೊತ್ತಿರುವ ವಿಚಾರ.ಆದರೆ ಇದೀಗ ಪುರಸಭೆ ಆಡಳಿತ ಮಂಡಳಿ,ವೆಂಕಟರಮಣಪ್ಪ ಬಡಾವಣೆ ಎಂದು ಹೆಸರಿಡಲು ಮುಂದಾಗಿದ್ದು, ಕಾಂಗ್ರೆಸ್ ಪಾರದರ್ಶಕತೆ ಪಾಲಿಸಿಲ್ಲ ಎಂದು ಆಕ್ರೋಶ ವ್ಯಕ್ತಪಡಿಸಿದರು. ಹೆಸರು ಬದಲಾವಣೆಗೆ ಮುಂದಾದರೆ 'ಮುಂದಿನ ದಿನಗಳಲ್ಲಿ ಜೆಡಿಎಸ್‌ನಿಂದ ಉಗ್ರ ಹೋರಾಟಕ್ಕೆ ಸಜ್ಜಾಗುವುದಾಗಿ' ಅವರು ಎಚ್ಚರಿಕೆ ನೀಡಿದರು. ಮಾಜಿ ಶಾಸಕ ಕೆ.ಎಂ.ತಿಮ್ಮರಾಯಪ್ಪ ಮಾತನಾಡಿ, 2007ರಲ್ಲಿ ಎಚ್ ಡಿ ಕೆ ಸಿಎಂ ಆಗಿದ್ದ ವೇಳೆ ಬಡ ಕುಟುಂಬಗಳಿಗಾಗಿ 400ಕ್ಕೂ ಹೆಚ್ಚು ಮನೆಗಳನ್ನು ನಿರ್ಮಿಸಿ ಹಸ್ತಾಂತರಿಸಲಾಗಿದೆ. ಈ ಬಡಾವಣೆಗೆ ಕುಮಾರಸ್ವಾಮಿ ಬಡಾವಣೆ ಎಂದು ಹೆಸರಿಡಲಾಗಿದೆ ಈಗ ಕಾಂಗ್ರೆಸ್ ನೀಚ ರಾಜಕಾರಣ ನಡೆಸಿ ಹೆಸರು ಬದಲಿಸಲು ಯತ್ನಿಸುತ್ತಿದೆ. ಜನರ ಭಾವನೆಗಳಿಗೆ ಧಕ್ಕೆ ತರುವ ಈ ಕ್ರಮವನ್ನು ಜೆಡಿಎಸ್ ತೀವ್ರವಾಗಿ ವಿರೋಧಿಸುತ್ತಿರುವುದಾಗಿ ಆರೋಪಿಸಿದರು. bbox=[336, 301, 488, 499]
rashi-forecast: ಶ್ರೇಷ್ಠ bbox=[148, 696, 156, 702]
rashi-name: ಮಿಥುನ bbox=[40, 705, 53, 711]
bhavishya-row bbox=[32, 695, 176, 704]
bhavishya-header: ಇಂದಿನ ರಾಶಿ ಭವಿಷ್ಯ bbox=[32, 672, 176, 686]
protest-photo bbox=[336, 156, 488, 296]
next-arrow-icon[interactable] bbox=[158, 281, 165, 288]
pg-headline-line1: ಪರಿಶಿಷ್ಟ ವರ್ಗದ ವಿದ್ಯಾರ್ಥಿಗಳ bbox=[360, 875, 456, 886]
calendar-line: ಸಂವತ್ಸರ bbox=[95, 282, 113, 289]
pg-scholarship-body bbox=[334, 920, 482, 1238]
tithi-value: ಅವಧಿ ಹುಣ್ಣಿಮೆ bbox=[53, 532, 82, 538]
sunrise-time: 6:07 AM bbox=[32, 386, 105, 397]
rashi-forecast: ಸಾಧನೆ bbox=[148, 723, 159, 729]
rashi-name: ಮಕರ bbox=[112, 714, 122, 720]
paper-name: ಅಮೃತವಾಣಿ bbox=[406, 34, 470, 53]
jagadish-headline-line2: ಇರ್ತಾನೆ ನಿವೃತ್ತ ಶಿಕ್ಷಕ ಎಚ್.ಸಿ.ಜಗದೀಶ್ bbox=[81, 780, 279, 798]
bhavishya-row bbox=[32, 713, 176, 722]
rashi-forecast: ಜಯ bbox=[76, 687, 85, 693]
quote-box bbox=[28, 99, 180, 200]
lead-col-4-text: ಇ.ಖಾತೆ ವಿತರಣೆಯಲ್ಲಿ ಅವ್ಯವಹಾರ ನಿಲ್ಲಿಸಿ, ಸಮಯಕ್ಕೆ ಆಸ್ತಿ ಖಾತೆ ವಿತರಿಸಬೇಕು.23 ವಾರ್ಡಗಳಲ್ಲಿ ಚರಂಡಿ, ಬೀದಿ ದೀಪ,ನೀರು ಸೇರಿದಂತೆ ಮೂಲಭೂತ ಸೌಲಭ್ಯ ಒದಗಿಸಬೇಕು. ಉದ್ಯಾನವನಗಳ ಅಭಿವೃದ್ಧಿಯಲ್ಲಿ ಖಾಸಗಿ ಹಸ್ತಕ್ಷೇಪ ನಿಲ್ಲಿಸುವಂತೆ ಒತ್ತಾಯಿಸಿದರು. ಪುರಸಭೆ ಮಾಜಿ ಸದಸ್ಯ ಗುಟ್ಟಹಳ್ಳಿ ಮಣಿ ಮಾತನಾಡಿ, ಕುಮಾರಸ್ವಾಮಿ ಬಡಾವಣೆಯ ಹೆಸರು ಬದಲಾವಣೆಯಲ್ಲಿ ನಿಯಮ ಪಾಲಿಸದೆ ಕ್ರಮವಹಿಸಲು ಮುಂದಾಗಿರುವುದು ಅಕ್ಷಮ್ಯ ಅಪರಾಧ.ಕಾನೂನು ಹೋರಾಟಕ್ಕೆ ಸಜ್ಜಾಗುವುದಾಗಿ ಕಿಡಿಕಾರಿದರು. ಬೇಡಿಕೆ ಮನವಿ ಸ್ವೀಕರಿಸಿದ ಪುರಸಭೆ ಅಧ್ಯಕ್ಷ ಸುದರ್ಶನ್ ಕುಮಾರ್ ಮಾತನಾಡಿ, ಪರಿಶೀಲಿಸಿ ಕಾನೂನಾತ್ಮಕ ಕ್ರಮ ಕೈಗೊಳ್ಳಲಾಗುವುದು ಎಂದು ಹೇಳಿದರು. ಬಳಿಕ ವಾಪಸ್ಸಾಗಿ ಒಟ್ಟು ರಸ್ತೆಯಲ್ಲಿ ಕೆಲ ಕಾಲ ರಸ್ತೆ ತಡೆ ನಡೆಸಿ ಪ್ರತಿಭಟನಾಕಾರರು, ರಾಜ್ಯ ಸರ್ಕಾರ ಹಾಗೂ ಪುರಸಭೆ ವಿರುದ್ಧ ಘೋಷಣೆ ಕೂಗಿದರು. ಹಾಗೂ ಬಸ್ ಅಳವಡಿಕೆ 40ರಿಂದ 50 ಲಕ್ಷ ರೂ. ರೈತರಿಂದ ಬಿಲ್ಲಾ ಲೂಟಿ, ಪಾವಗಡಕ್ಕೆ ಭೇಟಿ ನೀಡಿದ್ದ ಸಿಎಂ ಯೋಜನೆಗಳ ವಿರುದ್ಧ ನಿಲ್ಲಿಸಬೇಕು. bbox=[614, 153, 762, 391]
amrita-kala-label: ಅಮೃತ ಕಾಲ bbox=[32, 442, 176, 454]
job-fair-headline: ಆ.11ರಂದು ನೇರ ಸಂದರ್ಶನ bbox=[354, 1241, 462, 1254]
pg-headline-line3: ಅರ್ಜಿ ಆಹ್ವಾನ bbox=[384, 903, 432, 914]
rashi-cell bbox=[77, 597, 104, 614]
sc-scholarship-text-2: ಜಾತಿ ವಿದ್ಯಾರ್ಥಿಗಳು ವಿದ್ಯಾರ್ಥಿವೇತನ ಮಂಜೂರಾತಿಗಾಗಿ ಅಂತರಾಂತು ತಾಲ್ಲೂಕು/ಜಿಲ್ಲೆ ಸಮಾಜ ಕಲ್ಯಾಣ ಇಲಾಖೆ ಕಛೇರಿ ಅಥವಾ ಹತ್ತಿರವಿರುವ "ಗ್ರಾಮ ಒನ್" ಕೇಂದ್ರ ಇಲ್ಲಿಗೆ, SSPಯಲ್ಲಿ ವಿದ್ಯಾರ್ಥಿವೇತನಕ್ಕೆ ಅರ್ಜಿ ಸಲ್ಲಿಸಿರುವ ಸ್ವೀಕೃತಿ ಪತ್ರ (Acknowledgement) ಮತ್ತು ಆಧಾರ್ ಕಾರ್ಡ್ ಪ್ರತಿಗಳೊಂದಿಗೆ ಭೇಟಿ ನೀಡುವ ಮೂಲಕ ಕೇಂದ್ರ ಸರ್ಕಾರದಿಂದ 60% ಪಾವತಿಯಾಗುವ ವಿದ್ಯಾರ್ಥಿವೇತನಕ್ಕೆ ಬಯೋಮೆಟ್ರಿಕ್ E-KYC E-ದೃಢೀಕರಣ ಮಾಡಿಸುವುದು ಕಡ್ಡಾಯವಾಗಿರುತ್ತದೆ. ಇಲ್ಲವಾದಲ್ಲಿ 2025-26 ನೇ ಶೈಕ್ಷಣಿಕ ಸಾಲಿನಲ್ಲಿ ಪ್ರವೇಶಾತಿ ಪಡೆಯುವ ಸದರಿ ವಿದ್ಯಾರ್ಥಿಗಳಿಗೆ ವಿದ್ಯಾರ್ಥಿವೇತನ ಮಂಜೂರಾತಿಗೆ ಅರ್ಹರಾಗುವುದಿಲ್ಲ. bbox=[340, 627, 486, 785]
rashi-forecast: ಆರೋಗ್ಯ bbox=[148, 705, 163, 711]
jagadish-headline-line1: ಪ್ರತಿ ಮನುಷ್ಯನೂ ಐದು ರೀತಿಯ ಋಣದಲ್ಲಿ bbox=[77, 754, 283, 772]
quote-line: ಮನಸ್ಸು bbox=[94, 131, 114, 140]
lead-headline bbox=[189, 66, 918, 148]
moonrise-label: ಚಂದ್ರೋದಯ bbox=[56, 405, 79, 411]
bhavishya-row bbox=[32, 704, 176, 713]
calendar-line: ಶ್ರೀ ವಿಶ್ವವಸು ನಾಮ bbox=[85, 274, 123, 281]
tax-caption-text: ತುಮಕೂರು ಜಿಲ್ಲಾ ತೆರಿಗೆ ಸಲಹೆಗಾರರ ಸಂಘದ ವತಿಯಿಂದ ರಾಷ್ಟ್ರೀಯ ತೆರಿಗೆ ಸಲಹೆಗಾರರ ದಿನಾಚರಣೆಯನ್ನು ಶಾರದಾದೇವಿ ನಗರದ ಜಿಲ್ಲಾ ಸಂಘದ ಕಚೇರಿಯಲ್ಲಿ ಆಚರಿಸಲಾಯಿತು. ಜಿಲ್ಲಾಧ್ಯಕ್ಷರಾದ ಟಿ. ಎಲ್. ಸುರೇಶ್ ರಾವ್, ಕಾರ್ಯದರ್ಶಿ ತನ್ವೀರ್ ರೆಹಮಾನ್ ಖಾನ್ ಹಾಗೂ ಸದಸ್ಯರು ಪಾಲ್ಗೊಂಡಿದ್ದರು bbox=[654, 1341, 912, 1392]
jagadish-col-1 bbox=[32, 966, 176, 1406]
tithi-label: ತಿಥಿ bbox=[64, 525, 71, 531]
moon-rashi-label: ಚಂದ್ರ ರಾಶಿ bbox=[131, 422, 150, 428]
